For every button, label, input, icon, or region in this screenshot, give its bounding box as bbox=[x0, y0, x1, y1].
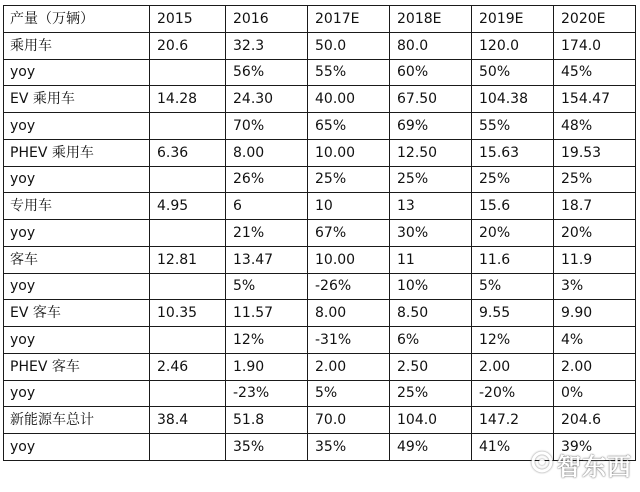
table-row bbox=[4, 220, 636, 247]
table-row bbox=[4, 273, 636, 300]
table-cell: 2.00 bbox=[554, 353, 636, 380]
table-row bbox=[4, 300, 636, 327]
table-cell bbox=[150, 380, 226, 407]
watermark-text: 智东西 bbox=[557, 453, 632, 481]
table-cell: 80.0 bbox=[390, 32, 472, 59]
table-row bbox=[4, 353, 636, 380]
table-row bbox=[4, 407, 636, 434]
row-label-cell: PHEV 客车 bbox=[4, 353, 150, 380]
table-cell: 10.00 bbox=[308, 139, 390, 166]
table-cell: 45% bbox=[554, 59, 636, 86]
table-cell: 11 bbox=[390, 246, 472, 273]
table-cell: 67% bbox=[308, 220, 390, 247]
table-cell: 120.0 bbox=[472, 32, 554, 59]
table-cell: 4.95 bbox=[150, 193, 226, 220]
table-cell bbox=[150, 220, 226, 247]
row-label-cell: yoy bbox=[4, 434, 150, 461]
table-cell: 0% bbox=[554, 380, 636, 407]
table-cell: 2017E bbox=[308, 6, 390, 33]
table-cell: 15.63 bbox=[472, 139, 554, 166]
row-label-cell: EV 乘用车 bbox=[4, 86, 150, 113]
table-cell: 32.3 bbox=[226, 32, 308, 59]
table-cell: 30% bbox=[390, 220, 472, 247]
table-cell: 2016 bbox=[226, 6, 308, 33]
table-cell: 15.6 bbox=[472, 193, 554, 220]
table-cell: 12% bbox=[472, 327, 554, 354]
table-row bbox=[4, 166, 636, 193]
table-cell: 26% bbox=[226, 166, 308, 193]
table-row bbox=[4, 327, 636, 354]
table-row bbox=[4, 113, 636, 140]
table-cell: 9.90 bbox=[554, 300, 636, 327]
table-row bbox=[4, 193, 636, 220]
row-label-cell: EV 客车 bbox=[4, 300, 150, 327]
table-cell: 10 bbox=[308, 193, 390, 220]
table-cell: 8.50 bbox=[390, 300, 472, 327]
row-label-cell: yoy bbox=[4, 327, 150, 354]
table-cell: 48% bbox=[554, 113, 636, 140]
table-row bbox=[4, 86, 636, 113]
row-label-cell: yoy bbox=[4, 273, 150, 300]
table-cell: 204.6 bbox=[554, 407, 636, 434]
table-cell: 154.47 bbox=[554, 86, 636, 113]
table-cell: -26% bbox=[308, 273, 390, 300]
table-cell: 40.00 bbox=[308, 86, 390, 113]
table-cell: 35% bbox=[308, 434, 390, 461]
table-row bbox=[4, 32, 636, 59]
table-cell bbox=[150, 434, 226, 461]
table-cell: 8.00 bbox=[226, 139, 308, 166]
table-cell: 24.30 bbox=[226, 86, 308, 113]
table-header-row bbox=[4, 6, 636, 33]
table-cell: 55% bbox=[472, 113, 554, 140]
table-cell bbox=[150, 113, 226, 140]
table-cell: 104.0 bbox=[390, 407, 472, 434]
table-cell bbox=[150, 327, 226, 354]
table-cell: 39% bbox=[554, 434, 636, 461]
row-label-cell: yoy bbox=[4, 220, 150, 247]
table-cell: 18.7 bbox=[554, 193, 636, 220]
table-cell: 11.57 bbox=[226, 300, 308, 327]
table-cell: 6.36 bbox=[150, 139, 226, 166]
table-cell: 60% bbox=[390, 59, 472, 86]
table-cell: 5% bbox=[472, 273, 554, 300]
table-cell: 38.4 bbox=[150, 407, 226, 434]
table-cell: 69% bbox=[390, 113, 472, 140]
row-label-cell: yoy bbox=[4, 166, 150, 193]
table-cell: 4% bbox=[554, 327, 636, 354]
row-label-cell: 产量（万辆） bbox=[4, 6, 150, 33]
table-cell: 12.81 bbox=[150, 246, 226, 273]
production-forecast-table bbox=[3, 5, 636, 461]
table-cell: 13 bbox=[390, 193, 472, 220]
row-label-cell: 乘用车 bbox=[4, 32, 150, 59]
row-label-cell: yoy bbox=[4, 380, 150, 407]
table-cell: 41% bbox=[472, 434, 554, 461]
table-row bbox=[4, 59, 636, 86]
table-cell: 21% bbox=[226, 220, 308, 247]
table-cell: 174.0 bbox=[554, 32, 636, 59]
table-cell: 25% bbox=[554, 166, 636, 193]
table-cell: 104.38 bbox=[472, 86, 554, 113]
table-cell: 51.8 bbox=[226, 407, 308, 434]
table-cell: 70% bbox=[226, 113, 308, 140]
table-cell: -20% bbox=[472, 380, 554, 407]
table-cell: 65% bbox=[308, 113, 390, 140]
table-cell: 20% bbox=[554, 220, 636, 247]
table-cell: 147.2 bbox=[472, 407, 554, 434]
table-cell: 10.35 bbox=[150, 300, 226, 327]
table-cell: 19.53 bbox=[554, 139, 636, 166]
table-cell: 14.28 bbox=[150, 86, 226, 113]
table-cell: 35% bbox=[226, 434, 308, 461]
table-cell: 2.00 bbox=[308, 353, 390, 380]
table-cell bbox=[150, 59, 226, 86]
row-label-cell: yoy bbox=[4, 113, 150, 140]
table-cell: 2.46 bbox=[150, 353, 226, 380]
row-label-cell: 客车 bbox=[4, 246, 150, 273]
table-cell: 3% bbox=[554, 273, 636, 300]
table-cell: 55% bbox=[308, 59, 390, 86]
table-cell: 50% bbox=[472, 59, 554, 86]
table-row bbox=[4, 139, 636, 166]
table-cell: 20% bbox=[472, 220, 554, 247]
table-cell: 25% bbox=[308, 166, 390, 193]
table-cell bbox=[150, 166, 226, 193]
table-cell: 25% bbox=[390, 380, 472, 407]
table-row bbox=[4, 380, 636, 407]
table-cell: 25% bbox=[472, 166, 554, 193]
row-label-cell: 新能源车总计 bbox=[4, 407, 150, 434]
table-cell: 1.90 bbox=[226, 353, 308, 380]
table-cell: 67.50 bbox=[390, 86, 472, 113]
table-cell: 25% bbox=[390, 166, 472, 193]
row-label-cell: yoy bbox=[4, 59, 150, 86]
table-cell: -31% bbox=[308, 327, 390, 354]
table-cell: 8.00 bbox=[308, 300, 390, 327]
table-cell: 56% bbox=[226, 59, 308, 86]
table-cell: 49% bbox=[390, 434, 472, 461]
table-cell: 11.9 bbox=[554, 246, 636, 273]
table-cell: 6 bbox=[226, 193, 308, 220]
table-cell: 20.6 bbox=[150, 32, 226, 59]
table-cell: 2.50 bbox=[390, 353, 472, 380]
table-cell: 2019E bbox=[472, 6, 554, 33]
table-cell: 2020E bbox=[554, 6, 636, 33]
table-cell: 10.00 bbox=[308, 246, 390, 273]
table-cell: 12% bbox=[226, 327, 308, 354]
table-row bbox=[4, 246, 636, 273]
table-cell: 5% bbox=[226, 273, 308, 300]
table-cell: 2015 bbox=[150, 6, 226, 33]
row-label-cell: PHEV 乘用车 bbox=[4, 139, 150, 166]
table-cell: 12.50 bbox=[390, 139, 472, 166]
table-cell bbox=[150, 273, 226, 300]
table-cell: 13.47 bbox=[226, 246, 308, 273]
table-cell: 9.55 bbox=[472, 300, 554, 327]
table-cell: 2018E bbox=[390, 6, 472, 33]
row-label-cell: 专用车 bbox=[4, 193, 150, 220]
table-cell: 10% bbox=[390, 273, 472, 300]
table-cell: 5% bbox=[308, 380, 390, 407]
table-cell: 70.0 bbox=[308, 407, 390, 434]
table-cell: -23% bbox=[226, 380, 308, 407]
table-cell: 11.6 bbox=[472, 246, 554, 273]
table-row bbox=[4, 434, 636, 461]
table-cell: 6% bbox=[390, 327, 472, 354]
table-cell: 50.0 bbox=[308, 32, 390, 59]
table-cell: 2.00 bbox=[472, 353, 554, 380]
